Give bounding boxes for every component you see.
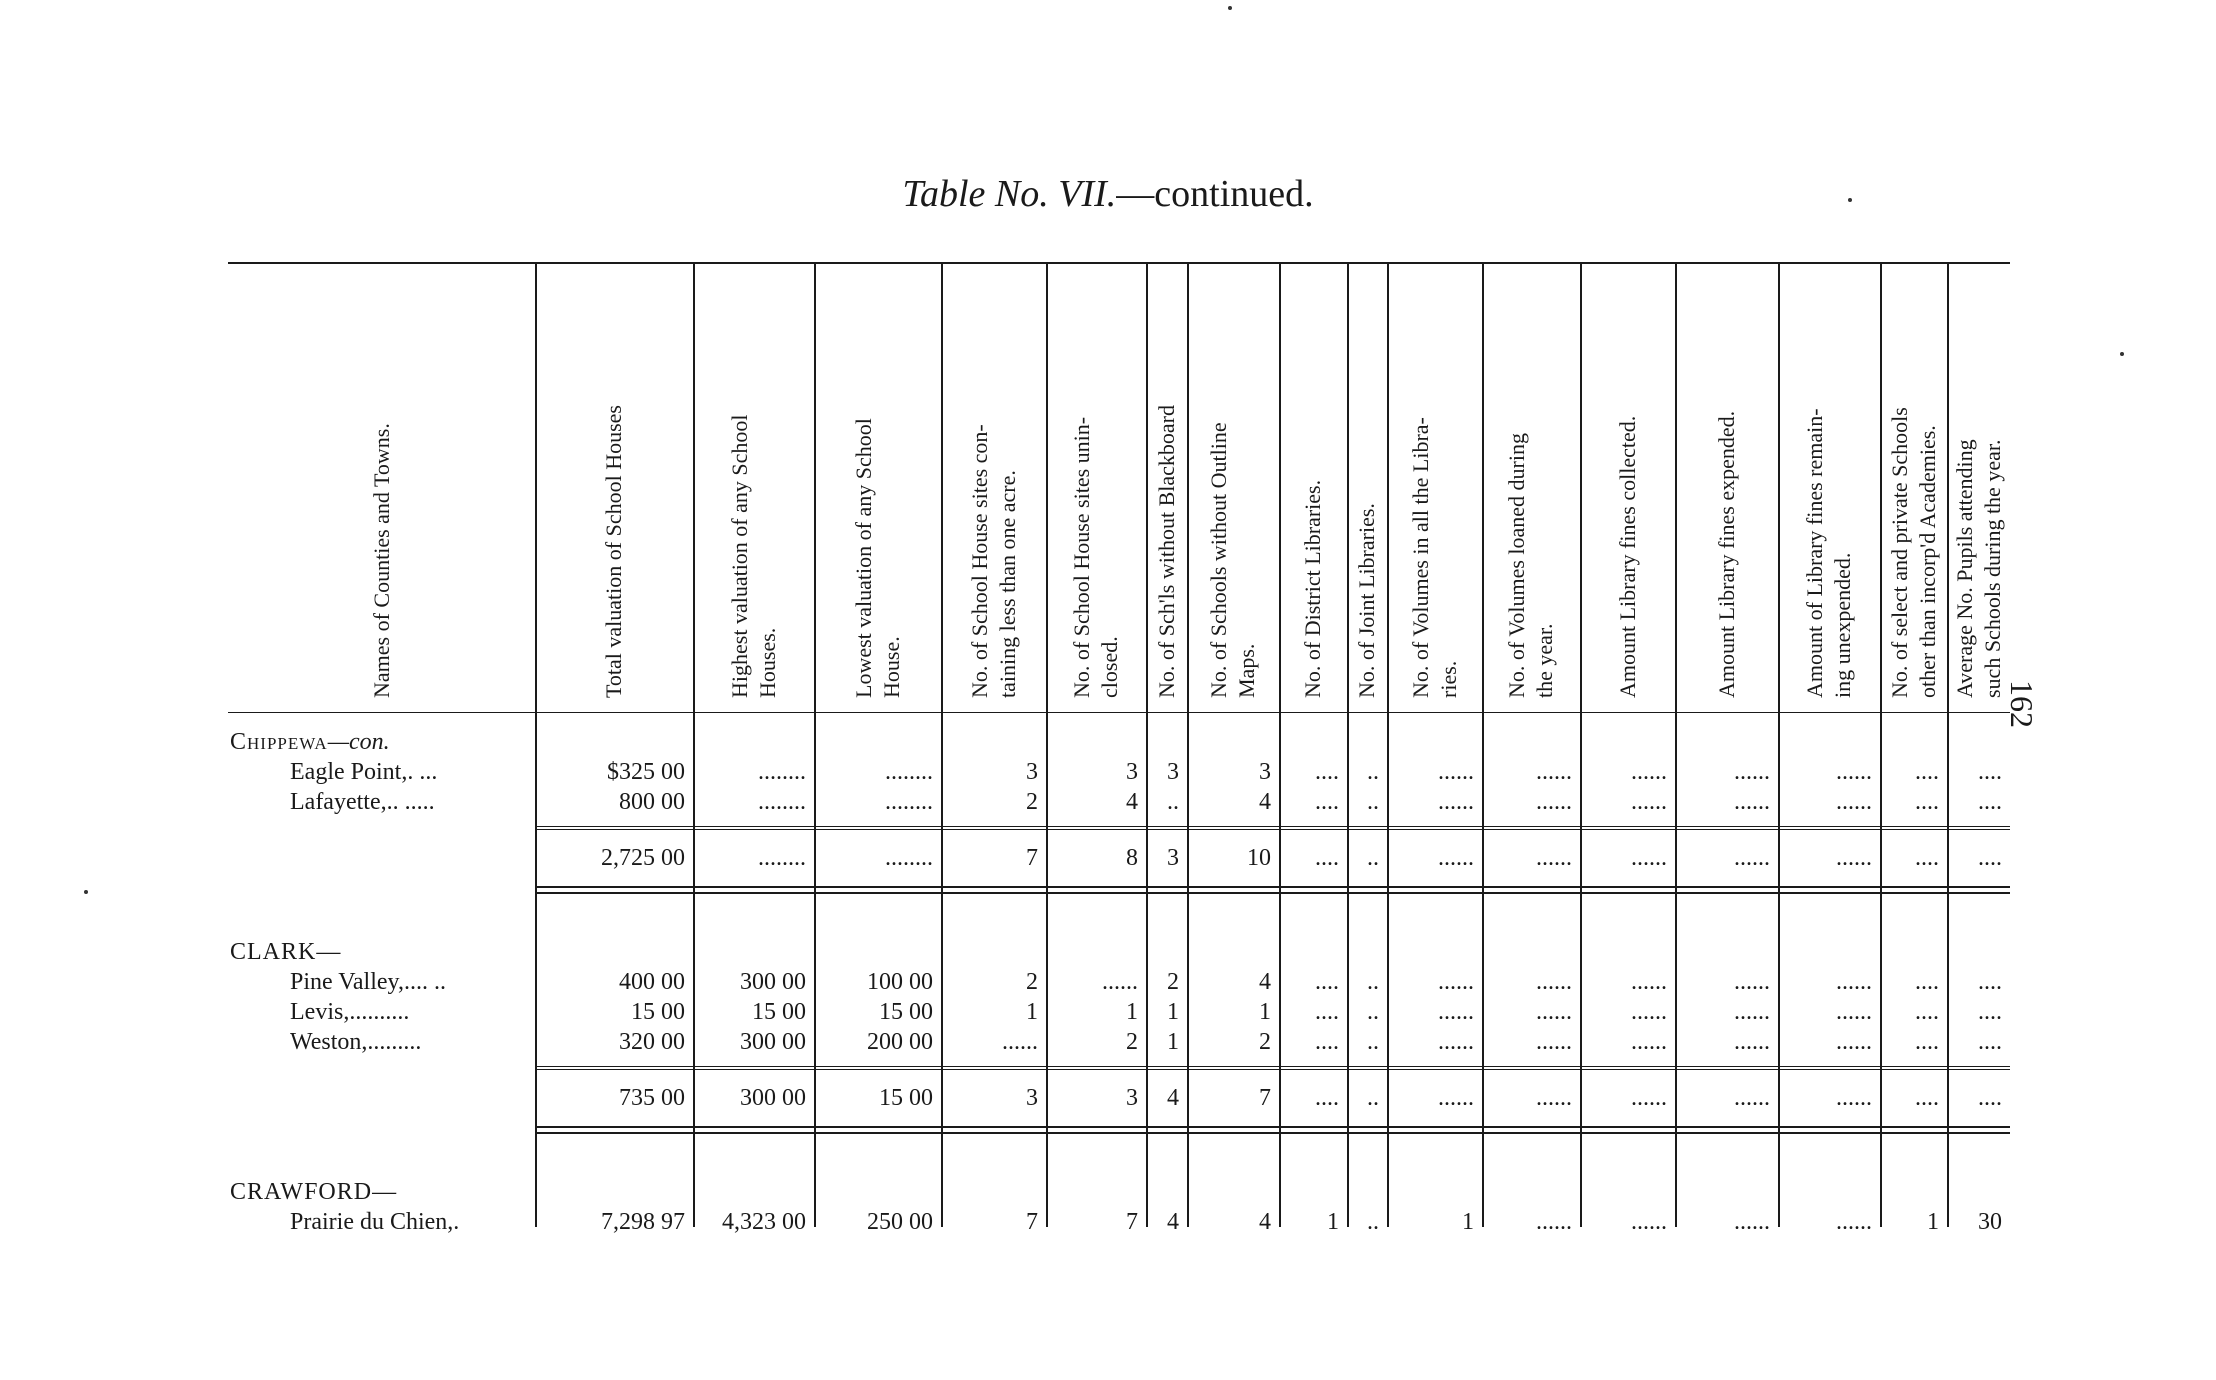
town-name: Lafayette,.. ..... [290, 789, 435, 815]
table-row-cell: ...... [1631, 969, 1667, 995]
table-row-cell: 15 00 [631, 999, 685, 1025]
table-row-cell: 1 [1327, 1209, 1339, 1235]
subtotal-rule [535, 826, 2010, 827]
town-name: Eagle Point,. ... [290, 759, 438, 785]
column-header-line: closed. [1097, 636, 1122, 698]
table-row-cell: .. [1367, 1029, 1379, 1055]
total-row-cell: 735 00 [619, 1085, 685, 1111]
table-row-cell: 3 [1026, 759, 1038, 785]
total-row-cell: ...... [1631, 1085, 1667, 1111]
column-header-line: ing unexpended. [1830, 552, 1855, 698]
column-header-line: Houses. [754, 627, 780, 698]
table-row-cell: 1 [1167, 999, 1179, 1025]
column-rule [1146, 264, 1148, 1227]
total-row-cell: 3 [1167, 845, 1179, 871]
table-row-cell: ...... [1536, 969, 1572, 995]
column-header-line: House. [878, 636, 904, 698]
total-row-cell: .... [1315, 845, 1339, 871]
table-row-cell: ...... [1536, 759, 1572, 785]
column-header-line: No. of Sch'ls without Blackboard [1153, 405, 1179, 698]
table-row-cell: 2 [1167, 969, 1179, 995]
table-row-cell: 100 00 [867, 969, 933, 995]
column-rule [693, 264, 695, 1227]
column-rule [1046, 264, 1048, 1227]
table-row-cell: ...... [1438, 759, 1474, 785]
table-row-cell: ...... [1734, 789, 1770, 815]
column-rule [1580, 264, 1582, 1227]
table-row-cell: ...... [1438, 789, 1474, 815]
table-row-cell: ...... [1734, 1029, 1770, 1055]
table-row-cell: 2 [1259, 1029, 1271, 1055]
table-row-cell: 1 [1462, 1209, 1474, 1235]
total-row-cell: .. [1367, 845, 1379, 871]
column-header-line: No. of select and private Schools [1886, 407, 1912, 698]
column-rule [1187, 264, 1189, 1227]
table-row-cell: ...... [1536, 789, 1572, 815]
column-header [850, 418, 906, 698]
table-row-cell: .... [1915, 1029, 1939, 1055]
table-row-cell: 3 [1126, 759, 1138, 785]
table-row-cell: ...... [1631, 1209, 1667, 1235]
column-rule [1675, 264, 1677, 1227]
total-row-cell: .... [1978, 845, 2002, 871]
county-name [230, 938, 341, 966]
column-header [1886, 407, 1942, 698]
table-row-cell: 300 00 [740, 1029, 806, 1055]
table-row-cell: ...... [1002, 1029, 1038, 1055]
ink-speck [84, 890, 88, 894]
table-row-cell: 200 00 [867, 1029, 933, 1055]
total-row-cell: ...... [1536, 1085, 1572, 1111]
table-row-cell: 3 [1167, 759, 1179, 785]
column-header [368, 423, 396, 698]
table-row-cell: .... [1978, 759, 2002, 785]
column-header-line: No. of Schools without Outline [1206, 422, 1231, 698]
table-row-cell: .. [1367, 759, 1379, 785]
column-rule [1387, 264, 1389, 1227]
table-row-cell: 4,323 00 [722, 1209, 806, 1235]
table-row-cell: 30 [1978, 1209, 2002, 1235]
total-row-cell: ...... [1631, 845, 1667, 871]
top-rule [228, 262, 2010, 264]
column-header-line: Amount Library fines collected. [1614, 415, 1640, 698]
column-header-line: Average No. Pupils attending [1951, 439, 1977, 698]
column-rule [1947, 264, 1949, 1227]
column-header-line: ries. [1435, 660, 1461, 698]
table-row-cell: ...... [1734, 759, 1770, 785]
table-row-cell: ...... [1836, 1029, 1872, 1055]
table-row-cell: ...... [1836, 999, 1872, 1025]
column-header [1801, 408, 1857, 698]
column-header-line: No. of Joint Libraries. [1354, 503, 1379, 698]
column-header [600, 405, 628, 698]
column-header [1299, 480, 1327, 698]
table-row-cell: 1 [1026, 999, 1038, 1025]
table-row-cell: 7,298 97 [601, 1209, 685, 1235]
column-header-line: No. of Volumes loaned during [1504, 433, 1529, 698]
total-row-cell: ...... [1438, 845, 1474, 871]
table-row-cell: ...... [1734, 1209, 1770, 1235]
table-row-cell: 1 [1167, 1029, 1179, 1055]
column-header-line: No. of School House sites con- [966, 424, 992, 698]
column-header-line: No. of Volumes in all the Libra- [1407, 417, 1433, 698]
table-title [0, 172, 2216, 216]
table-row-cell: ........ [885, 759, 933, 785]
table-row-cell: 1 [1126, 999, 1138, 1025]
table-row-cell: 320 00 [619, 1029, 685, 1055]
total-row-cell: .... [1315, 1085, 1339, 1111]
table-row-cell: 250 00 [867, 1209, 933, 1235]
column-header [1503, 433, 1559, 698]
subtotal-rule [535, 829, 2010, 830]
column-rule [1279, 264, 1281, 1227]
county-name-suffix: —con. [327, 729, 390, 755]
column-header-line: such Schools during the year. [1979, 439, 2005, 698]
table-row-cell: .... [1978, 999, 2002, 1025]
column-header [1951, 439, 2007, 698]
total-row-cell: .... [1978, 1085, 2002, 1111]
section-rule [535, 886, 2010, 888]
table-row-cell: 7 [1026, 1209, 1038, 1235]
town-name: Levis,.......... [290, 999, 410, 1025]
table-row-cell: 3 [1259, 759, 1271, 785]
table-row-cell: 7 [1126, 1209, 1138, 1235]
table-row-cell: .... [1915, 969, 1939, 995]
table-row-cell: .... [1978, 789, 2002, 815]
county-name-text: CRAWFORD— [230, 1179, 398, 1205]
table-row-cell: 15 00 [879, 999, 933, 1025]
table-row-cell: 4 [1126, 789, 1138, 815]
table-row-cell: ...... [1631, 759, 1667, 785]
total-row-cell: 4 [1167, 1085, 1179, 1111]
total-row-cell: 15 00 [879, 1085, 933, 1111]
table-row-cell: 800 00 [619, 789, 685, 815]
table-row-cell: .... [1315, 969, 1339, 995]
total-row-cell: 3 [1126, 1085, 1138, 1111]
table-row-cell: 4 [1259, 789, 1271, 815]
table-row-cell: ...... [1631, 999, 1667, 1025]
table-row-cell: .. [1167, 789, 1179, 815]
table-row-cell: 1 [1927, 1209, 1939, 1235]
table-row-cell: ...... [1536, 999, 1572, 1025]
column-header-line: Total valuation of School Houses [601, 405, 626, 698]
county-name-text: Chippewa [230, 729, 328, 755]
total-row-cell: .... [1915, 845, 1939, 871]
table-row-cell: 2 [1026, 969, 1038, 995]
table-row-cell: $325 00 [607, 759, 685, 785]
column-header [726, 414, 782, 698]
total-row-cell: 8 [1126, 845, 1138, 871]
table-row-cell: ........ [758, 789, 806, 815]
column-header [1713, 411, 1741, 698]
table-row-cell: ........ [885, 789, 933, 815]
table-row-cell: 1 [1259, 999, 1271, 1025]
table-row-cell: .. [1367, 999, 1379, 1025]
total-row-cell: .. [1367, 1085, 1379, 1111]
table-row-cell: ...... [1734, 969, 1770, 995]
total-row-cell: ........ [758, 845, 806, 871]
column-rule [814, 264, 816, 1227]
table-row-cell: ...... [1438, 1029, 1474, 1055]
column-header-line: taining less than one acre. [994, 470, 1020, 698]
table-label: Table No. VII. [902, 173, 1117, 215]
table-row-cell: ...... [1631, 1029, 1667, 1055]
total-row-cell: ........ [885, 845, 933, 871]
table-row-cell: ...... [1438, 999, 1474, 1025]
table-row-cell: ...... [1836, 1209, 1872, 1235]
column-header-line: Maps. [1234, 643, 1259, 698]
column-rule [941, 264, 943, 1227]
table-row-cell: .. [1367, 969, 1379, 995]
table-row-cell: .... [1978, 969, 2002, 995]
county-name-text: CLARK— [230, 939, 342, 965]
subtotal-rule [535, 1069, 2010, 1070]
total-row-cell: .... [1915, 1085, 1939, 1111]
column-header [966, 424, 1022, 698]
column-header-line: Names of Counties and Towns. [368, 423, 394, 698]
column-header-line: No. of School House sites unin- [1069, 416, 1094, 698]
table-row-cell: ...... [1536, 1029, 1572, 1055]
total-row-cell: ...... [1836, 845, 1872, 871]
column-header [1407, 417, 1463, 698]
subtotal-rule [535, 1066, 2010, 1067]
table-row-cell: ...... [1631, 789, 1667, 815]
table-row-cell: .... [1915, 789, 1939, 815]
column-header [1153, 405, 1181, 698]
column-rule [1778, 264, 1780, 1227]
county-name [230, 728, 390, 756]
total-row-cell: ...... [1836, 1085, 1872, 1111]
total-row-cell: 7 [1259, 1085, 1271, 1111]
table-row-cell: ...... [1734, 999, 1770, 1025]
table-row-cell: .... [1978, 1029, 2002, 1055]
column-header-line: Amount Library fines expended. [1713, 410, 1739, 698]
table-row-cell: .... [1315, 1029, 1339, 1055]
town-name: Pine Valley,.... .. [290, 969, 446, 995]
section-rule [535, 1132, 2010, 1134]
header-rule [228, 712, 2010, 713]
column-header [1353, 503, 1381, 698]
continued-label: —continued. [1116, 173, 1314, 215]
column-rule [1880, 264, 1882, 1227]
column-header [1614, 416, 1642, 698]
total-row-cell: 300 00 [740, 1085, 806, 1111]
page-number: 162 [2004, 680, 2040, 728]
column-header-line: Highest valuation of any School [726, 414, 752, 698]
table-row-cell: .... [1315, 789, 1339, 815]
table-row-cell: ...... [1102, 969, 1138, 995]
county-name [230, 1178, 397, 1206]
section-rule [535, 892, 2010, 894]
total-row-cell: 7 [1026, 845, 1038, 871]
table-row-cell: 300 00 [740, 969, 806, 995]
total-row-cell: 10 [1247, 845, 1271, 871]
table-row-cell: ...... [1438, 969, 1474, 995]
table-row-cell: ........ [758, 759, 806, 785]
total-row-cell: 3 [1026, 1085, 1038, 1111]
total-row-cell: ...... [1536, 845, 1572, 871]
column-header [1068, 417, 1124, 698]
table-row-cell: ...... [1836, 759, 1872, 785]
table-row-cell: 400 00 [619, 969, 685, 995]
table-row-cell: 4 [1259, 1209, 1271, 1235]
column-header-line: other than incorp'd Academies. [1914, 425, 1940, 698]
column-header [1205, 422, 1261, 698]
table-row-cell: 2 [1026, 789, 1038, 815]
table-row-cell: .... [1315, 999, 1339, 1025]
column-rule [535, 264, 537, 1227]
town-name: Prairie du Chien,. [290, 1209, 460, 1235]
table-row-cell: 4 [1259, 969, 1271, 995]
ink-speck [1848, 198, 1852, 202]
table-row-cell: ...... [1836, 969, 1872, 995]
column-header-line: Lowest valuation of any School [850, 418, 876, 698]
column-header-line: No. of District Libraries. [1300, 479, 1325, 698]
column-header-line: the year. [1532, 623, 1557, 698]
total-row-cell: ...... [1438, 1085, 1474, 1111]
table-row-cell: ...... [1836, 789, 1872, 815]
table-row-cell: .... [1315, 759, 1339, 785]
ink-speck [1228, 6, 1232, 10]
table-row-cell: .. [1367, 1209, 1379, 1235]
column-rule [1482, 264, 1484, 1227]
ink-speck [2120, 352, 2124, 356]
total-row-cell: ...... [1734, 845, 1770, 871]
table-row-cell: ...... [1536, 1209, 1572, 1235]
section-rule [535, 1126, 2010, 1128]
column-header-line: Amount of Library fines remain- [1802, 408, 1827, 698]
total-row-cell: 2,725 00 [601, 845, 685, 871]
table-row-cell: 4 [1167, 1209, 1179, 1235]
table-row-cell: 15 00 [752, 999, 806, 1025]
table-row-cell: .. [1367, 789, 1379, 815]
table-row-cell: 2 [1126, 1029, 1138, 1055]
town-name: Weston,......... [290, 1029, 422, 1055]
total-row-cell: ...... [1734, 1085, 1770, 1111]
column-rule [1347, 264, 1349, 1227]
table-row-cell: .... [1915, 999, 1939, 1025]
table-row-cell: .... [1915, 759, 1939, 785]
